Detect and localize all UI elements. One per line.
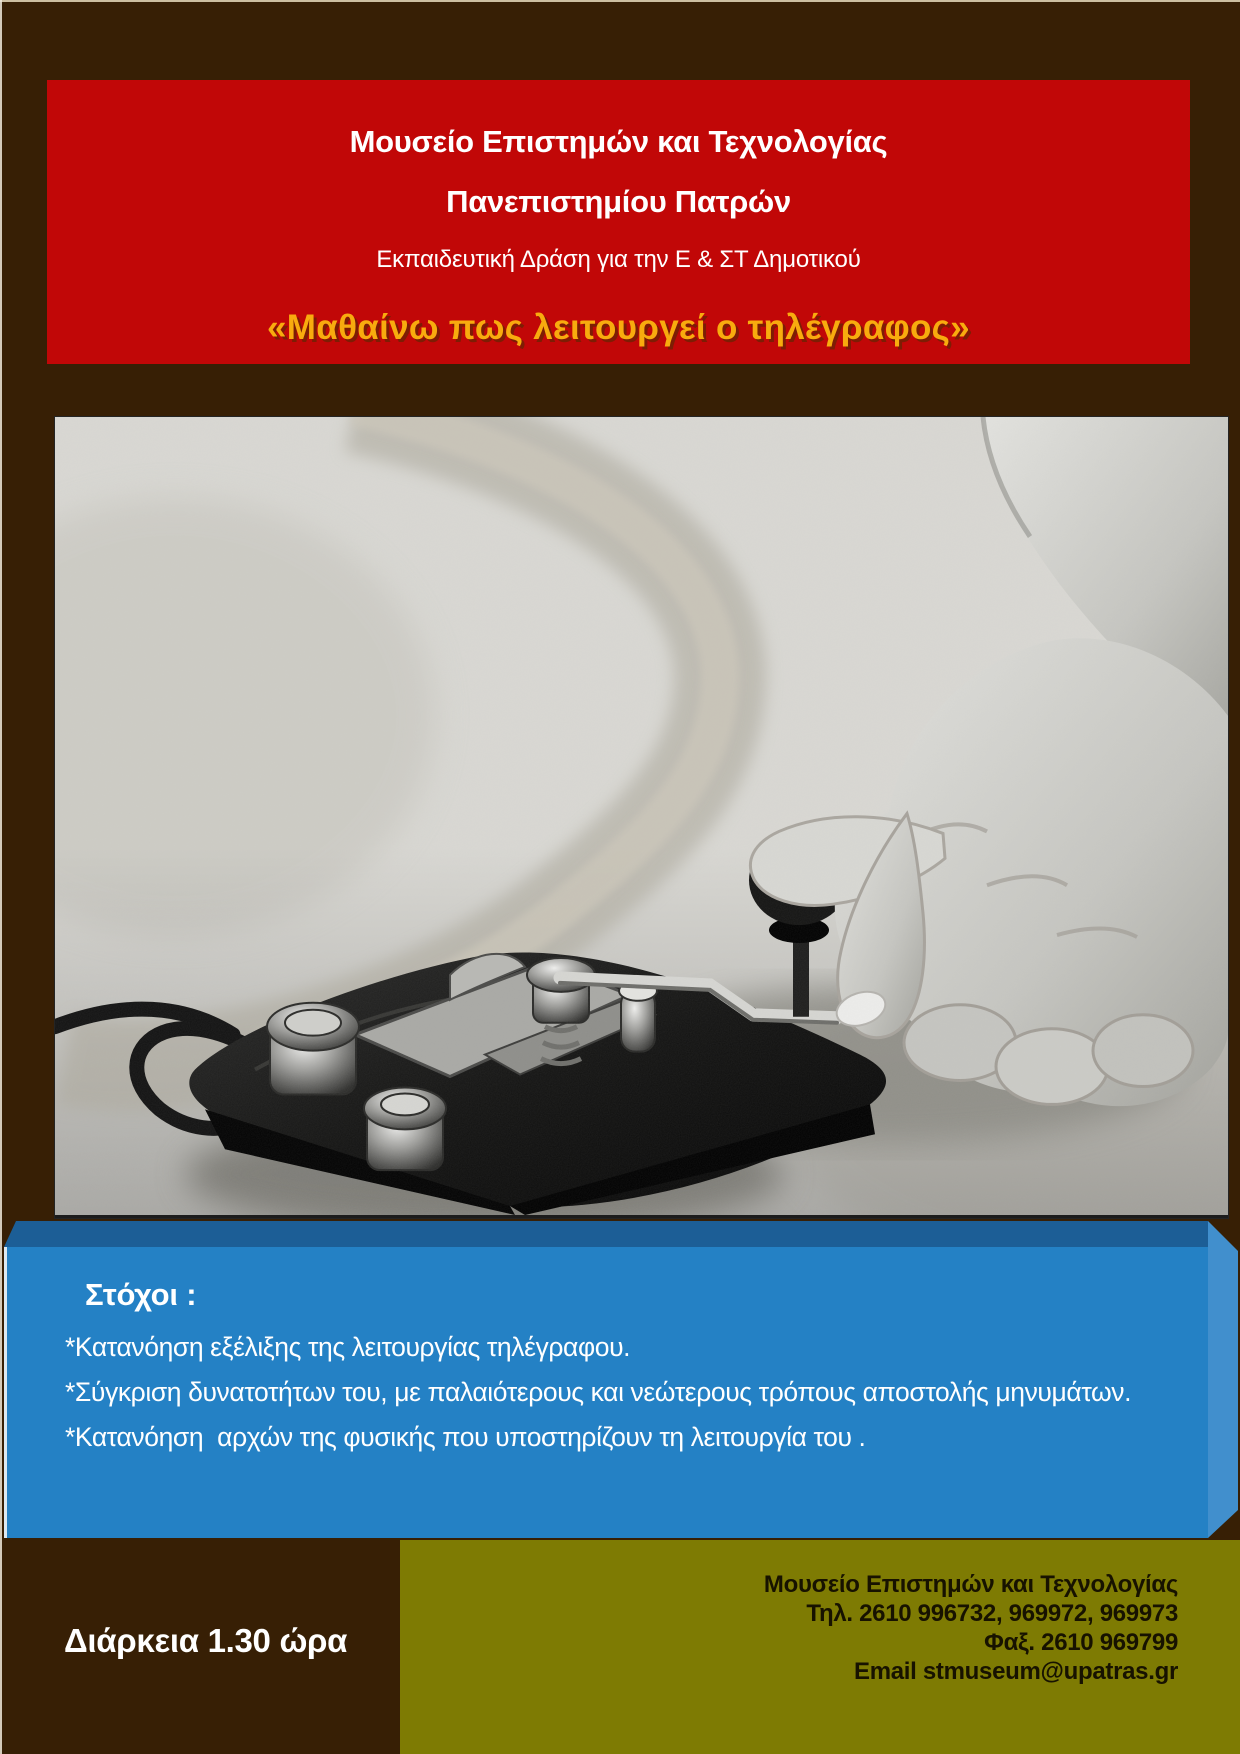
museum-title-line1: Μουσείο Επιστημών και Τεχνολογίας — [349, 124, 888, 159]
contact-phone: Τηλ. 2610 996732, 969972, 969973 — [806, 1600, 1178, 1627]
contact-email: Email stmuseum@upatras.gr — [853, 1658, 1178, 1685]
duration-label: Διάρκεια 1.30 ώρα — [64, 1622, 348, 1659]
header-banner — [47, 80, 1190, 364]
banner-subtitle: Εκπαιδευτική Δράση για την Ε & ΣΤ Δημοτικού — [376, 246, 861, 273]
goals-box — [0, 1221, 1240, 1538]
contact-org: Μουσείο Επιστημών και Τεχνολογίας — [763, 1571, 1178, 1598]
telegraph-photo — [55, 417, 1228, 1218]
goal-item: *Κατανόηση εξέλιξης της λειτουργίας τηλέγραφου. — [65, 1332, 631, 1362]
top-edge-line — [0, 0, 1240, 2]
activity-title: «Μαθαίνω πως λειτουργεί ο τηλέγραφος» — [267, 308, 970, 347]
goals-box-face — [4, 1247, 1208, 1538]
goals-box-right-bevel — [1208, 1221, 1238, 1538]
photo-illustration — [55, 417, 1228, 1215]
contact-fax: Φαξ. 2610 969799 — [984, 1629, 1178, 1656]
goals-box-top-bevel — [0, 1221, 1208, 1247]
goal-item: *Σύγκριση δυνατοτήτων του, με παλαιότερους και νεώτερους τρόπους αποστολής μηνυμάτων. — [65, 1377, 1132, 1407]
footer-contact-box — [400, 1540, 1240, 1754]
photo-grain — [55, 417, 1228, 1215]
goals-heading: Στόχοι : — [85, 1277, 197, 1312]
museum-title-line2: Πανεπιστημίου Πατρών — [446, 184, 791, 219]
goal-item: *Κατανόηση αρχών της φυσικής που υποστηρίζουν τη λειτουργία του . — [65, 1422, 866, 1452]
